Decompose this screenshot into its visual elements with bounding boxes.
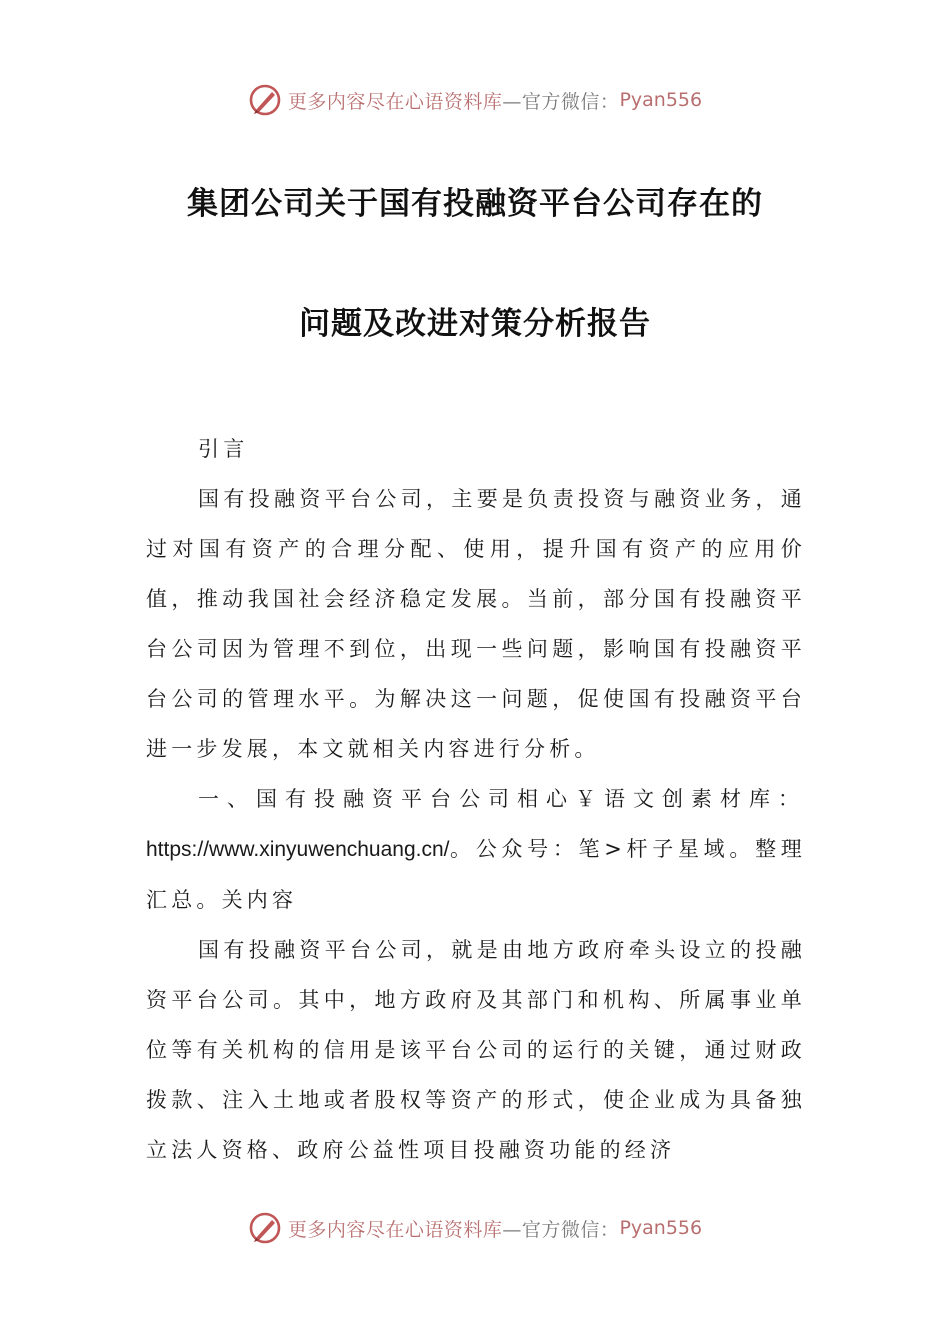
section1-url-link[interactable]: https://www.xinyuwenchuang.cn/: [146, 838, 450, 861]
pen-circle-logo-icon: [248, 1211, 282, 1245]
banner-separator: —官方微信：: [502, 90, 620, 113]
document-title-line2: 问题及改进对策分析报告: [299, 306, 651, 342]
intro-heading: 引言: [198, 437, 249, 461]
document-title-line1: 集团公司关于国有投融资平台公司存在的: [187, 186, 763, 222]
document-body: [146, 424, 806, 1175]
paragraph-intro: 国有投融资平台公司，主要是负责投资与融资业务，通过对国有资产的合理分配、使用，提升国有资产的应用价值，推动我国社会经济稳定发展。当前，部分国有投融资平台公司因为管理不到位，出现一些问题，影响国有投融资平台公司的管理水平。为解决这一问题，促使国有投融资平台进一步发展，本文就相关内容进行分析。: [146, 487, 806, 761]
section1-heading-block: [146, 774, 806, 925]
paragraph-definition: 国有投融资平台公司，就是由地方政府牵头设立的投融资平台公司。其中，地方政府及其部门和机构、所属事业单位等有关机构的信用是该平台公司的运行的关键，通过财政拨款、注入土地或者股权等资产的形式，使企业成为具备独立法人资格、政府公益性项目投融资功能的经济: [146, 938, 806, 1162]
pen-circle-logo-icon: [248, 83, 282, 117]
banner-wechat-id: Pyan556: [619, 1217, 703, 1239]
section1-heading-tail: 。公众号：笔>杆子星域。整理汇总。关内容: [146, 837, 806, 912]
footer-watermark-banner: [0, 1208, 950, 1248]
banner-wechat-id: Pyan556: [619, 89, 703, 111]
section1-heading: 一、国有投融资平台公司相心￥语文创素材库：: [198, 787, 806, 811]
banner-text: 更多内容尽在心语资料库: [287, 90, 503, 113]
header-watermark-banner: [0, 80, 950, 120]
banner-text: 更多内容尽在心语资料库: [287, 1218, 503, 1241]
banner-separator: —官方微信：: [502, 1218, 620, 1241]
